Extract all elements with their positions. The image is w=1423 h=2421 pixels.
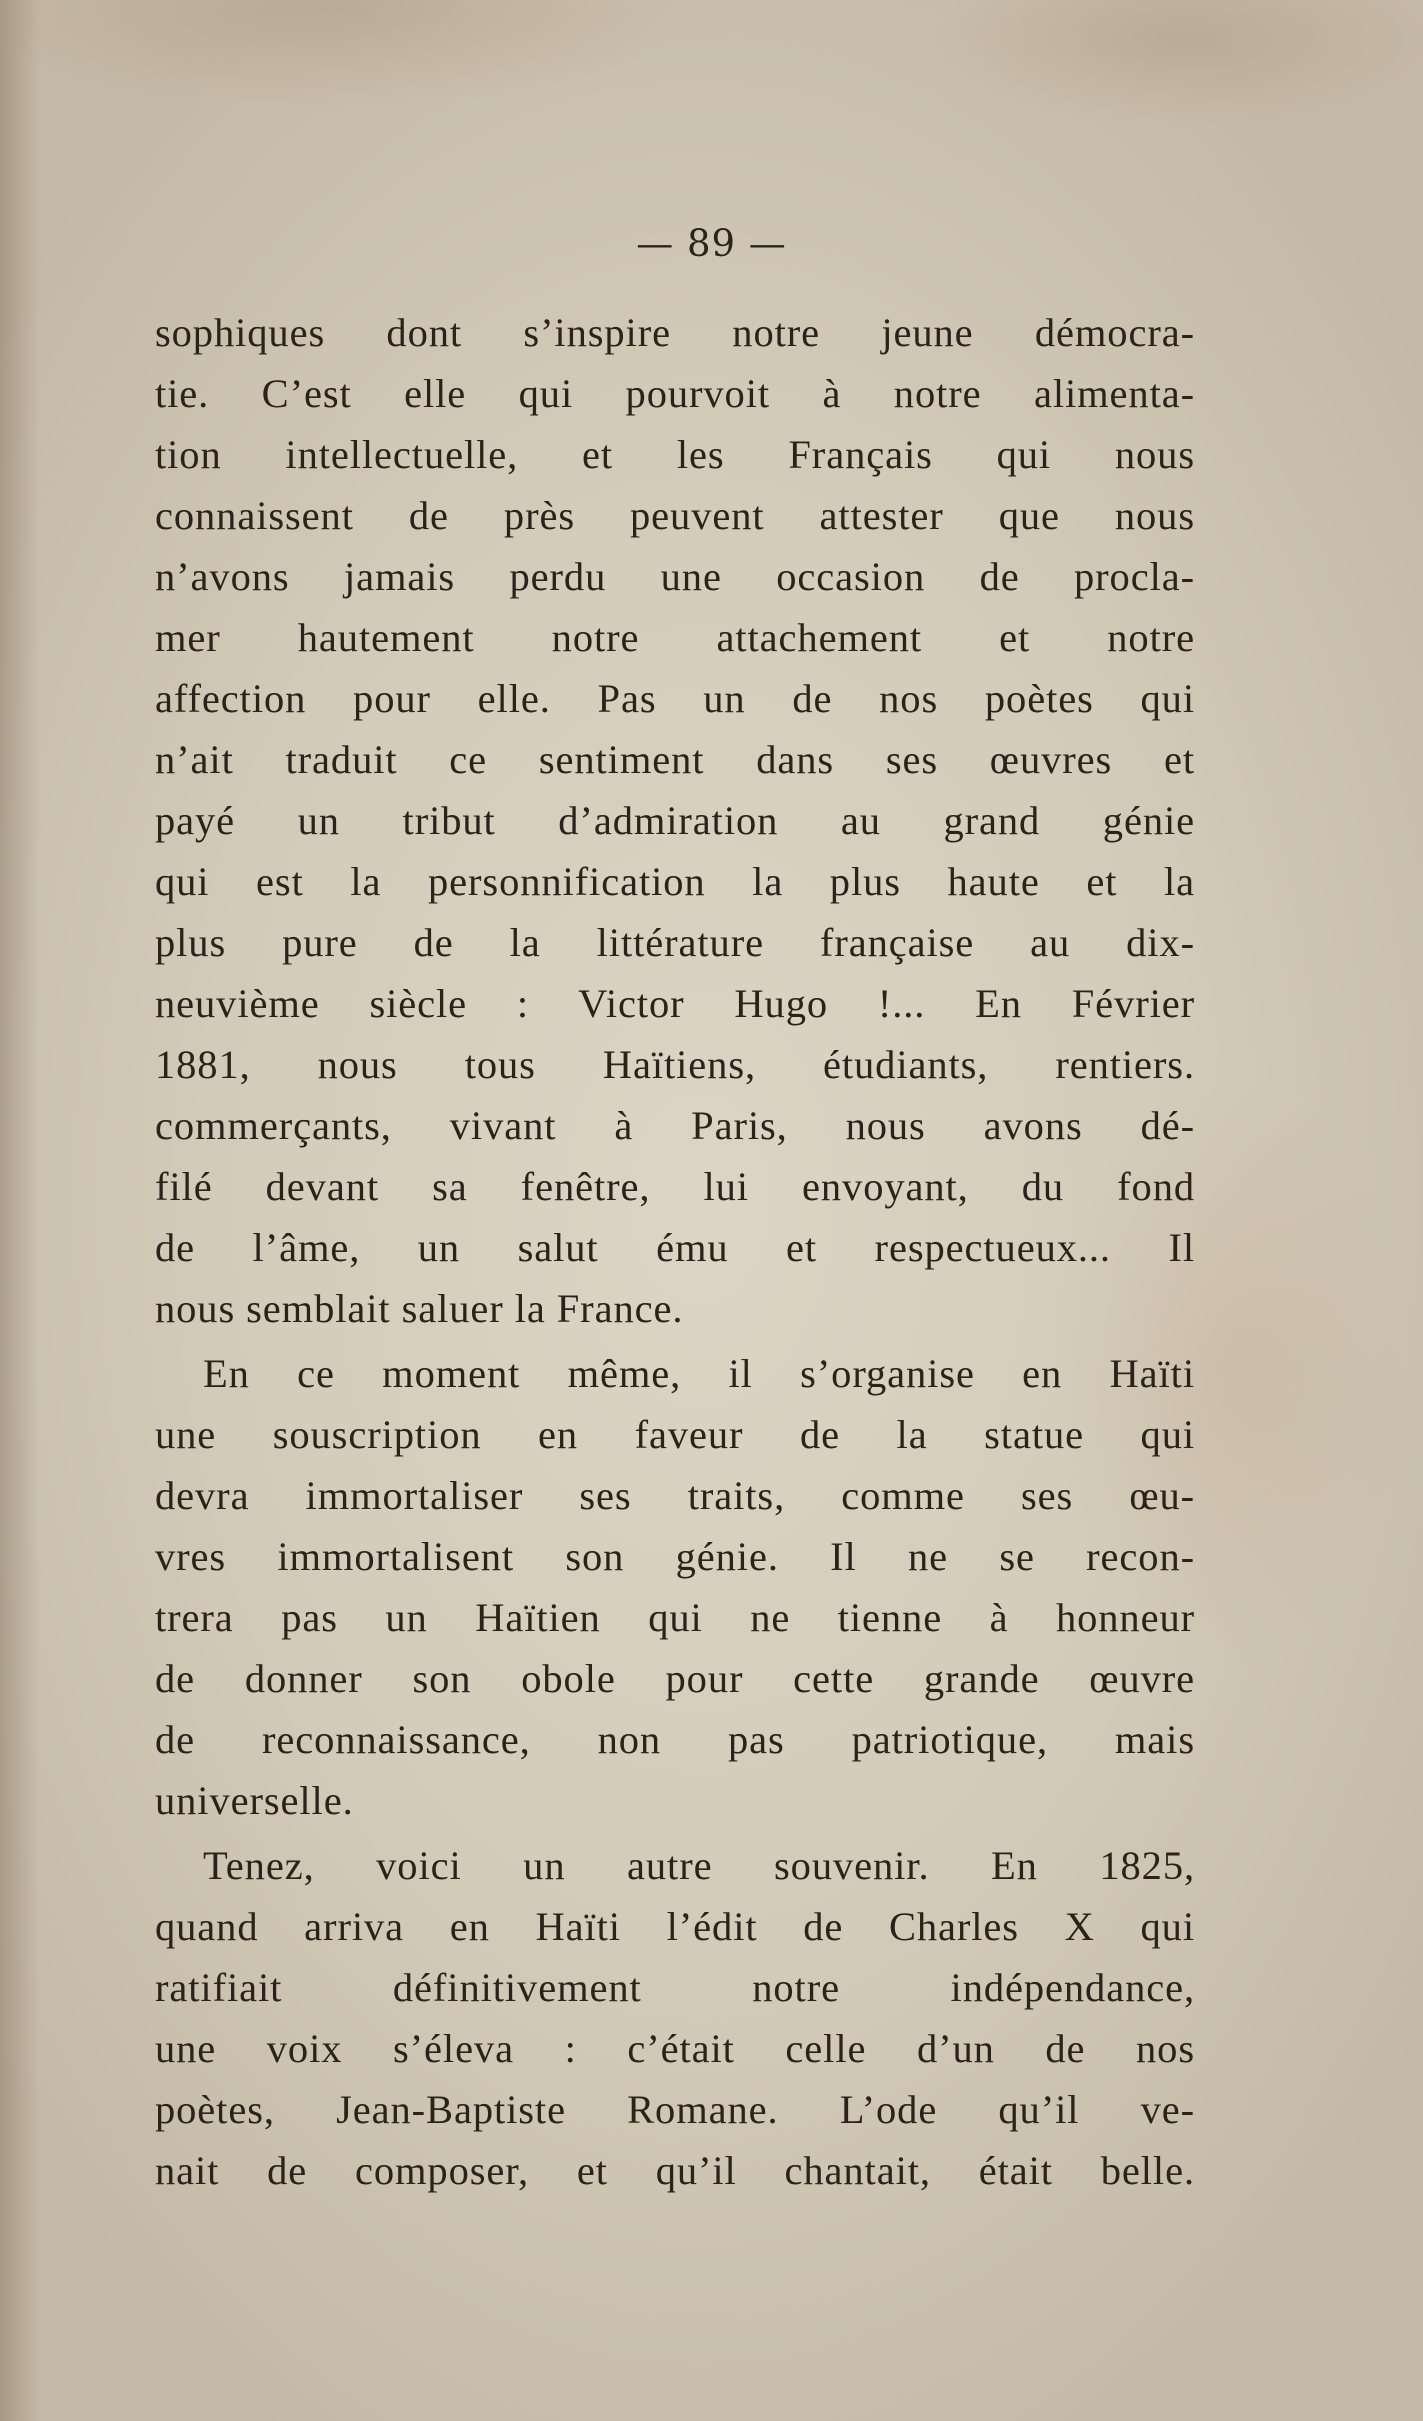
text-line: universelle.	[155, 1778, 354, 1823]
paragraph-3	[155, 1835, 1195, 2201]
text-line: vres immortalisent son génie. Il ne se recon-	[155, 1534, 1195, 1579]
text-line: de donner son obole pour cette grande œuvre	[155, 1656, 1195, 1701]
text-line: Tenez, voici un autre souvenir. En 1825,	[203, 1843, 1195, 1888]
text-line: trera pas un Haïtien qui ne tienne à honneur	[155, 1595, 1195, 1640]
text-line: nait de composer, et qu’il chantait, était belle.	[155, 2148, 1195, 2193]
text-line: mer hautement notre attachement et notre	[155, 615, 1195, 660]
text-line: quand arriva en Haïti l’édit de Charles X qui	[155, 1904, 1195, 1949]
text-line: tie. C’est elle qui pourvoit à notre alimenta-	[155, 371, 1195, 416]
text-line: plus pure de la littérature française au dix-	[155, 920, 1195, 965]
text-line: connaissent de près peuvent attester que nous	[155, 493, 1195, 538]
text-line: affection pour elle. Pas un de nos poètes qui	[155, 676, 1195, 721]
paragraph-2	[155, 1343, 1195, 1831]
text-line: de l’âme, un salut ému et respectueux... Il	[155, 1225, 1195, 1270]
text-line: filé devant sa fenêtre, lui envoyant, du fond	[155, 1164, 1195, 1209]
text-line: commerçants, vivant à Paris, nous avons dé-	[155, 1103, 1195, 1148]
text-line: payé un tribut d’admiration au grand génie	[155, 798, 1195, 843]
text-line: poètes, Jean-Baptiste Romane. L’ode qu’il ve-	[155, 2087, 1195, 2132]
text-line: En ce moment même, il s’organise en Haïti	[203, 1351, 1195, 1396]
text-line: ratifiait définitivement notre indépendance,	[155, 1965, 1195, 2010]
text-line: de reconnaissance, non pas patriotique, mais	[155, 1717, 1195, 1762]
text-line: neuvième siècle : Victor Hugo !... En Février	[155, 981, 1195, 1026]
text-line: n’ait traduit ce sentiment dans ses œuvres et	[155, 737, 1195, 782]
body-text	[155, 302, 1195, 2201]
text-line: qui est la personnification la plus haute et la	[155, 859, 1195, 904]
text-line: une voix s’éleva : c’était celle d’un de nos	[155, 2026, 1195, 2071]
text-line: sophiques dont s’inspire notre jeune démocra-	[155, 310, 1195, 355]
text-line: 1881, nous tous Haïtiens, étudiants, rentiers.	[155, 1042, 1195, 1087]
text-line: tion intellectuelle, et les Français qui nous	[155, 432, 1195, 477]
text-line: n’avons jamais perdu une occasion de procla-	[155, 554, 1195, 599]
text-line: une souscription en faveur de la statue qui	[155, 1412, 1195, 1457]
page-number: — 89 —	[636, 222, 787, 265]
text-line: nous semblait saluer la France.	[155, 1286, 684, 1331]
text-line: devra immortaliser ses traits, comme ses œu-	[155, 1473, 1195, 1518]
paragraph-1	[155, 302, 1195, 1339]
